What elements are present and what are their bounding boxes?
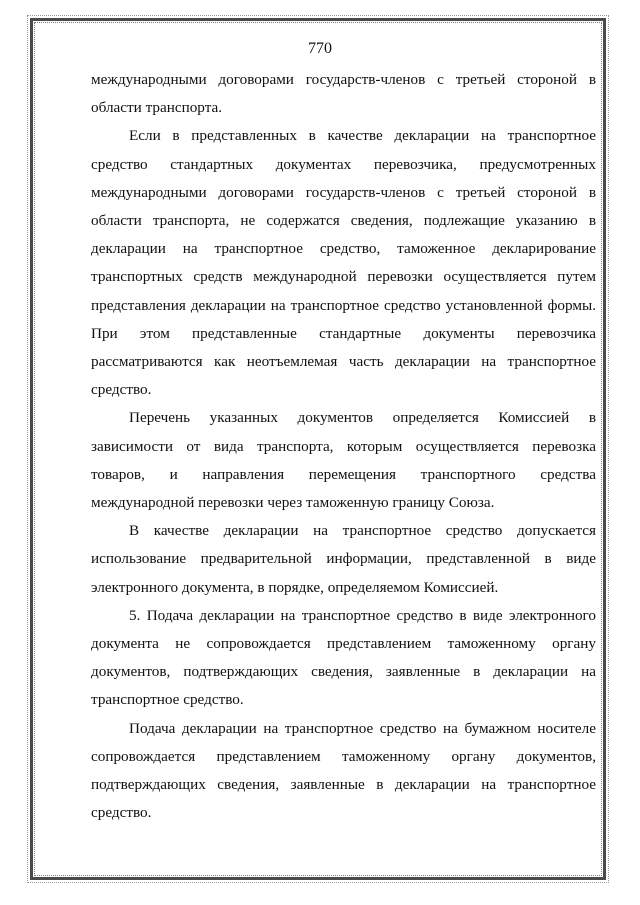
page-number: 770 — [308, 40, 332, 57]
paragraph: Если в представленных в качестве декларации на транспортное средство стандартных документах перевозчика, предусмотренных международными договорами государств-членов с третьей стороной в области транспорта, не содержатся сведения, подлежащие указанию в декларации на транспортное средство, таможенное декларирование транспортных средств международной перевозки осуществляется путем представления декларации на транспортное средство установленной формы. При этом представленные стандартные документы перевозчика рассматриваются как неотъемлемая часть декларации на транспортное средство. — [91, 127, 596, 399]
paragraph: Подача декларации на транспортное средство на бумажном носителе сопровождается представлением таможенному органу документов, подтверждающих сведения, заявленные в декларации на транспортное средство. — [91, 719, 596, 822]
paragraph: В качестве декларации на транспортное средство допускается использование предварительной информации, представленной в виде электронного документа, в порядке, определяемом Комиссией. — [91, 522, 596, 596]
paragraph-item-5: 5. Подача декларации на транспортное средство в виде электронного документа не сопровождается представлением таможенному органу документов, подтверждающих сведения, заявленные в декларации на транспортное средство. — [91, 606, 596, 709]
paragraph-continuation: международными договорами государств-членов с третьей стороной в области транспорта. — [91, 71, 596, 117]
paragraph: Перечень указанных документов определяется Комиссией в зависимости от вида транспорта, которым осуществляется перевозка товаров, и направления перемещения транспортного средства международной перевозки через таможенную границу Союза. — [91, 409, 596, 512]
document-body — [91, 66, 596, 827]
